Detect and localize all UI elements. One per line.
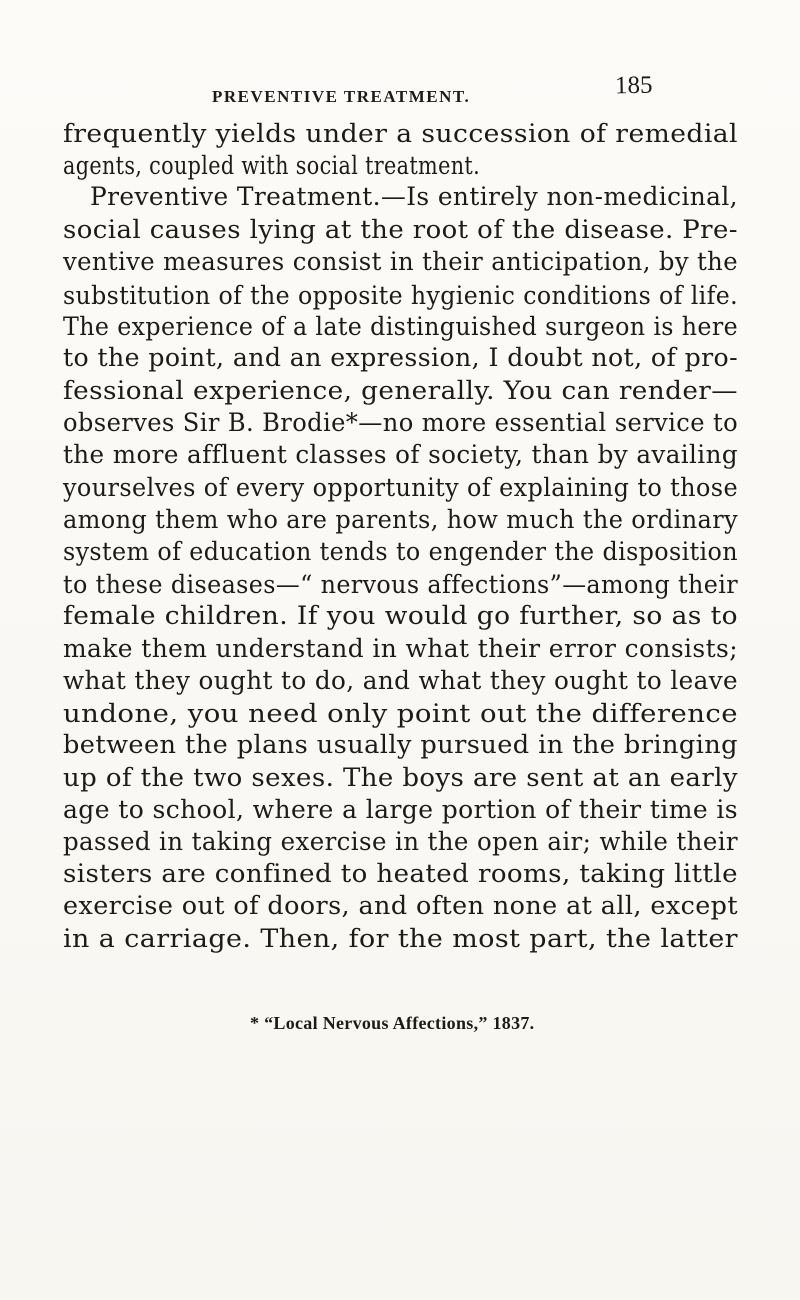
text-line: The experience of a late distinguished surgeon is here	[63, 312, 739, 341]
text-line: to these diseases—“ nervous affections”—among their	[63, 570, 738, 599]
text-line: up of the two sexes. The boys are sent at an early	[63, 763, 739, 792]
text-line: fessional experience, generally. You can render—	[63, 376, 738, 405]
text-line: Preventive Treatment.—Is entirely non-medicinal,	[90, 182, 738, 211]
text-line: in a carriage. Then, for the most part, the latter	[63, 924, 738, 953]
text-line: age to school, where a large portion of their time is	[63, 795, 739, 824]
text-line: make them understand in what their error consists;	[63, 634, 739, 663]
text-line: the more affluent classes of society, than by availing	[63, 440, 738, 469]
text-line: frequently yields under a succession of remedial	[63, 119, 739, 148]
text-line: exercise out of doors, and often none at all, except	[63, 891, 738, 920]
text-line: sisters are confined to heated rooms, taking little	[63, 859, 739, 888]
text-line: ventive measures consist in their anticipation, by the	[63, 247, 738, 276]
text-line: undone, you need only point out the difference	[63, 699, 739, 728]
text-line: system of education tends to engender the disposition	[63, 537, 738, 566]
text-line: yourselves of every opportunity of explaining to those	[63, 473, 739, 502]
running-head: PREVENTIVE TREATMENT.	[212, 87, 471, 106]
text-line: female children. If you would go further, so as to	[63, 601, 738, 630]
text-line: substitution of the opposite hygienic conditions of life.	[63, 281, 739, 310]
text-line: what they ought to do, and what they ought to leave	[63, 666, 739, 695]
text-line: between the plans usually pursued in the bringing	[63, 730, 738, 759]
text-line: observes Sir B. Brodie*—no more essential service to	[63, 408, 739, 437]
footnote: * “Local Nervous Affections,” 1837.	[250, 1013, 535, 1033]
text-line: passed in taking exercise in the open air; while their	[63, 827, 739, 856]
text-line: social causes lying at the root of the disease. Pre-	[63, 215, 738, 244]
text-line: among them who are parents, how much the ordinary	[63, 505, 739, 534]
text-line: to the point, and an expression, I doubt not, of pro-	[63, 343, 739, 372]
page-number: 185	[614, 71, 653, 100]
text-line: agents, coupled with social treatment.	[63, 151, 481, 180]
